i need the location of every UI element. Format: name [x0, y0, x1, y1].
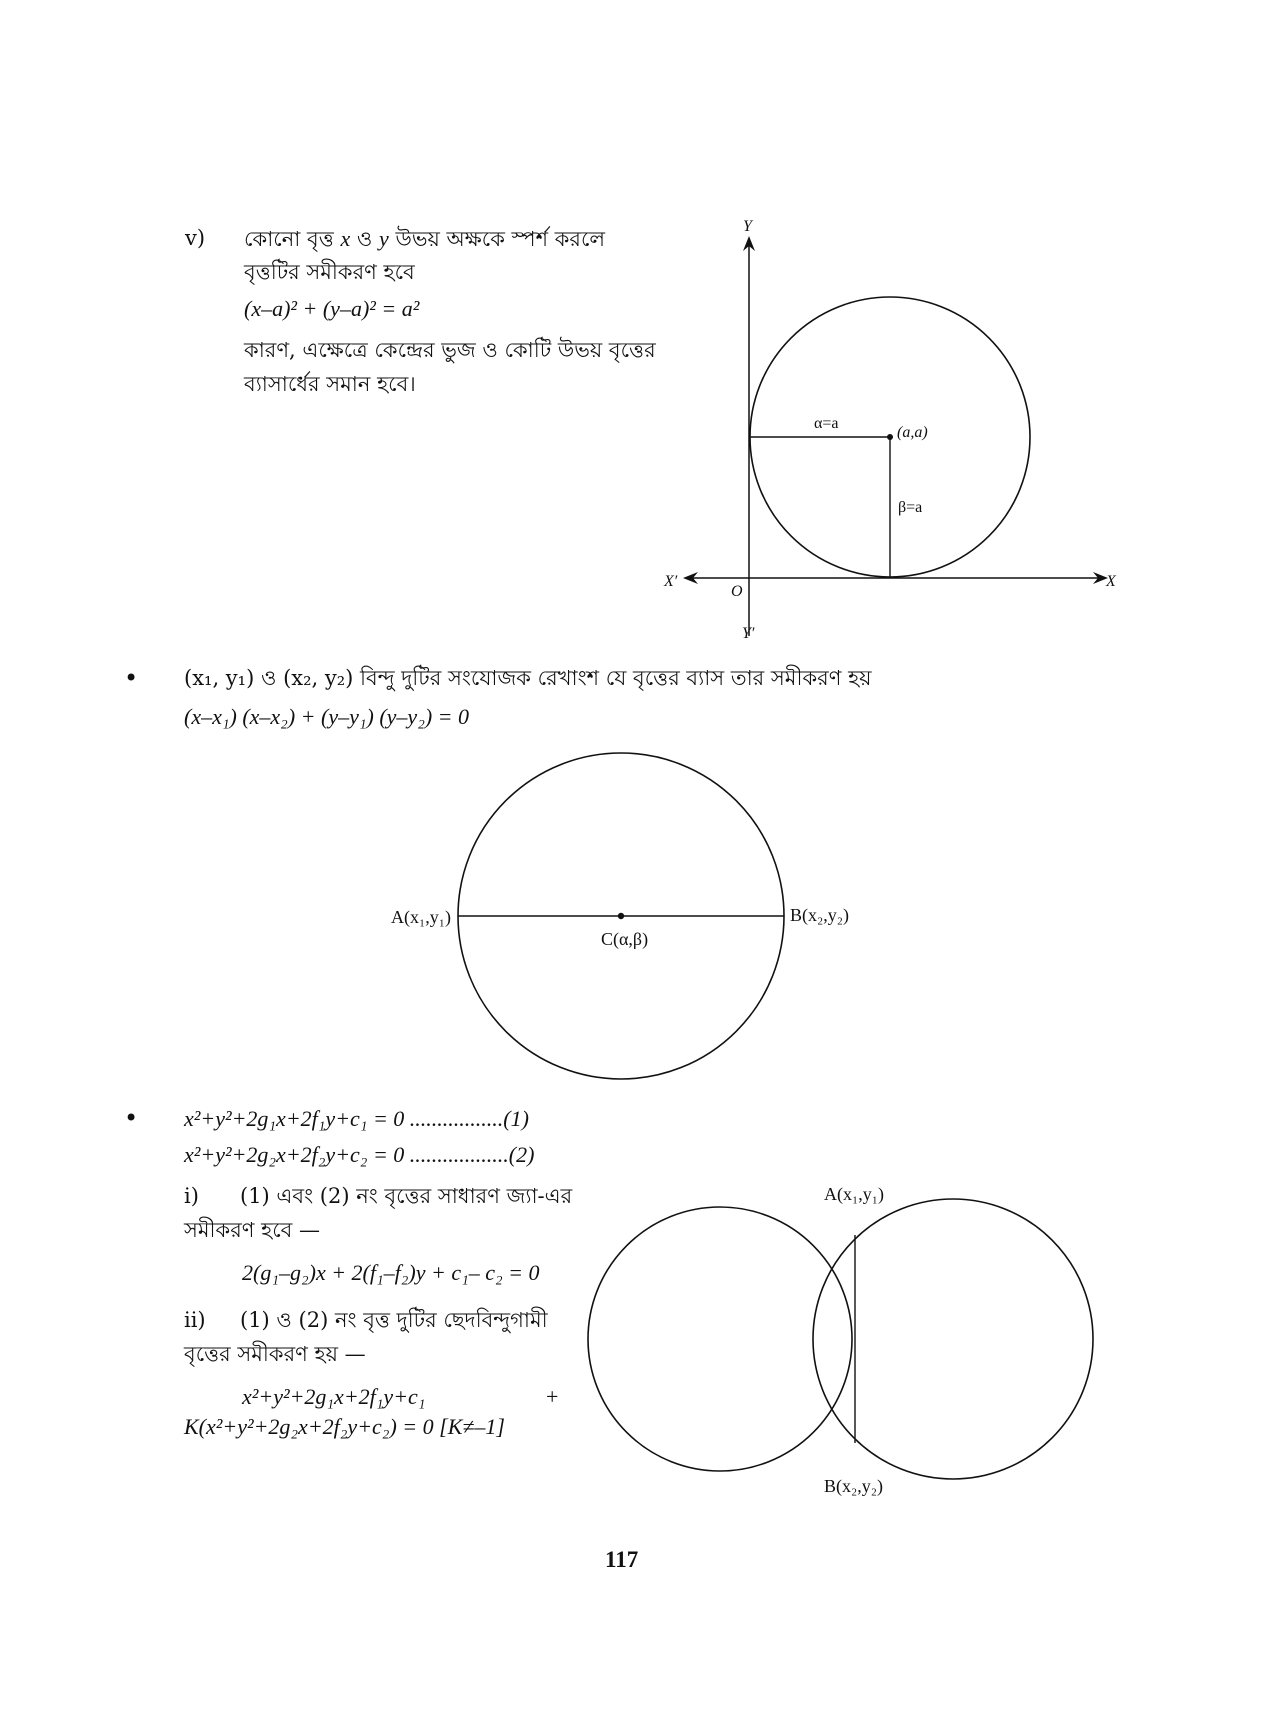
bullet-1-text: (x₁, y₁) ও (x₂, y₂) বিন্দু দুটির সংযোজক রেখাংশ যে বৃত্তের ব্যাস তার সমীকরণ হয়	[184, 666, 872, 690]
label-intersection-b: B(x₂,y₂)	[824, 1476, 884, 1496]
label-origin: O	[731, 583, 743, 600]
label-y: Y	[743, 218, 752, 235]
item-ii-marker: ii)	[184, 1308, 206, 1332]
label-alpha: α=a	[814, 415, 839, 432]
var-y: y	[379, 226, 389, 251]
label-center-c: C(α,β)	[601, 929, 649, 949]
item-v-line2: বৃত্তটির সমীকরণ হবে	[244, 260, 415, 284]
item-i-line1: (1) এবং (2) নং বৃত্তের সাধারণ জ্যা-এর	[240, 1184, 573, 1208]
item-i-marker: i)	[184, 1184, 199, 1208]
item-v-line1-post: উভয় অক্ষকে স্পর্শ করলে	[395, 227, 606, 251]
label-beta: β=a	[898, 499, 923, 516]
item-i-line2: সমীকরণ হবে —	[184, 1218, 320, 1242]
label-y-neg: Y′	[742, 625, 755, 642]
var-x: x	[340, 226, 351, 251]
bullet-1: •	[124, 664, 139, 692]
label-intersection-a: A(x₁,y₁)	[824, 1184, 885, 1204]
label-x-neg: X′	[664, 573, 678, 590]
item-ii-equation-1: x²+y²+2g₁x+2f₁y+c₁	[242, 1384, 426, 1409]
bullet-2: •	[124, 1104, 139, 1132]
bullet-1-equation: (x–x₁) (x–x₂) + (y–y₁) (y–y₂) = 0	[184, 704, 470, 729]
label-x: X	[1106, 573, 1116, 590]
page-number: 117	[605, 1547, 639, 1572]
label-point-a: A(x₁,y₁)	[391, 907, 452, 927]
bullet-2-eq2: x²+y²+2g₂x+2f₂y+c₂ = 0 ..................(2)	[184, 1142, 535, 1167]
and-word: ও	[356, 227, 373, 251]
item-v-equation: (x–a)² + (y–a)² = a²	[244, 296, 420, 321]
item-ii-line2: বৃত্তের সমীকরণ হয় —	[184, 1342, 366, 1366]
item-ii-line1: (1) ও (2) নং বৃত্ত দুটির ছেদবিন্দুগামী	[240, 1308, 548, 1332]
item-ii-plus: +	[546, 1384, 559, 1409]
label-center: (a,a)	[897, 424, 928, 441]
item-ii-equation-2: K(x²+y²+2g₂x+2f₂y+c₂) = 0 [K≠–1]	[184, 1414, 505, 1439]
item-v-reason-line1: কারণ, এক্ষেত্রে কেন্দ্রের ভুজ ও কোটি উভয় বৃত্তের	[244, 338, 656, 362]
item-v-line1-pre: কোনো বৃত্ত	[244, 227, 334, 251]
item-i-equation: 2(g₁–g₂)x + 2(f₁–f₂)y + c₁– c₂ = 0	[242, 1260, 540, 1285]
item-v-marker: v)	[185, 226, 206, 250]
label-point-b: B(x₂,y₂)	[790, 905, 850, 925]
bullet-2-eq1: x²+y²+2g₁x+2f₁y+c₁ = 0 .................(1)	[184, 1106, 529, 1131]
item-v-reason-line2: ব্যাসার্ধের সমান হবে।	[244, 372, 416, 396]
